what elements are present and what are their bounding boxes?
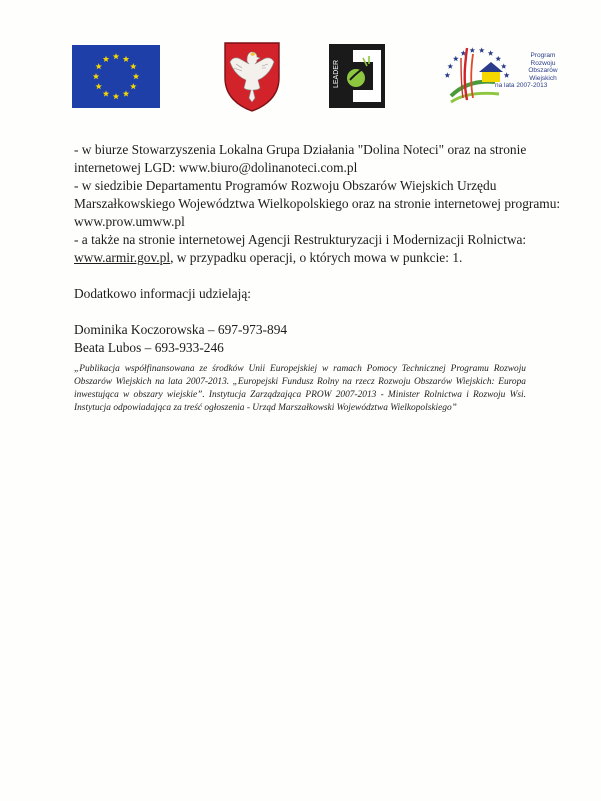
spacer: [74, 303, 544, 321]
prow-line-2: Rozwoju: [530, 59, 556, 67]
prow-star-icon: [504, 72, 510, 77]
prow-star-icon: [488, 50, 494, 55]
prow-star-icon: [453, 56, 459, 61]
body-line-7-rest: , w przypadku operacji, o których mowa w punkcie: 1.: [170, 250, 463, 265]
info-heading: Dodatkowo informacji udzielają:: [74, 286, 251, 301]
body-text: [74, 141, 561, 357]
prow-star-icon: [501, 63, 507, 68]
body-line-6: - a także na stronie internetowej Agencji Restrukturyzacji i Modernizacji Rolnictwa:: [74, 232, 527, 247]
prow-line-5: na lata 2007-2013: [495, 82, 548, 90]
contact-1: Dominika Koczorowska – 697-973-894: [74, 322, 288, 337]
leader-logo-icon: [329, 44, 385, 108]
prow-star-icon: [469, 47, 475, 52]
funding-footnote: „Publikacja współfinansowana ze środków Unii Europejskiej w ramach Pomocy Technicznej Programu Rozwoju Obszarów Wiejskich na lata 2007-2013. „Europejski Fundusz Rolny na rzecz Rozwoju Obszarów Wiejskich: Europa inwestująca w obszary wiejskie”. Instytucja Zarządzająca PROW 2007-2013 - Minister Rolnictwa i Rozwoju Wsi. Instytucja odpowiadająca za treść ogłoszenia - Urząd Marszałkowski Województwa Wielkopolskiego”: [74, 364, 526, 413]
contact-2: Beata Lubos – 693-933-246: [74, 340, 224, 355]
prow-line-1: Program: [530, 52, 556, 59]
body-line-5: www.prow.umww.pl: [74, 214, 185, 229]
armir-link[interactable]: www.armir.gov.pl: [74, 250, 171, 265]
body-line-1: - w biurze Stowarzyszenia Lokalna Grupa Działania "Dolina Noteci" oraz na stronie: [74, 142, 527, 157]
prow-star-icon: [495, 56, 501, 61]
prow-emblem-icon: [437, 40, 517, 112]
body-line-7: [74, 249, 544, 267]
body-line-4: Marszałkowskiego Województwa Wielkopolskiego oraz na stronie internetowej programu:: [74, 196, 561, 211]
prow-caption: [495, 52, 569, 90]
prow-line-4: Wiejskich: [529, 74, 557, 82]
spacer: [74, 267, 544, 285]
coat-of-arms-icon: [222, 40, 282, 113]
prow-logo: [437, 40, 569, 112]
body-line-3: - w siedzibie Departamentu Programów Rozwoju Obszarów Wiejskich Urzędu: [74, 178, 497, 193]
leader-vertical-label: LEADER: [333, 59, 340, 88]
prow-star-icon: [445, 72, 451, 77]
body-line-2: internetowej LGD: www.biuro@dolinanoteci.com.pl: [74, 160, 358, 175]
eu-flag-icon: [72, 45, 160, 108]
prow-star-icon: [479, 47, 485, 52]
logo-bar: [0, 40, 601, 120]
prow-star-icon: [447, 63, 453, 68]
prow-line-3: Obszarów: [528, 67, 558, 75]
